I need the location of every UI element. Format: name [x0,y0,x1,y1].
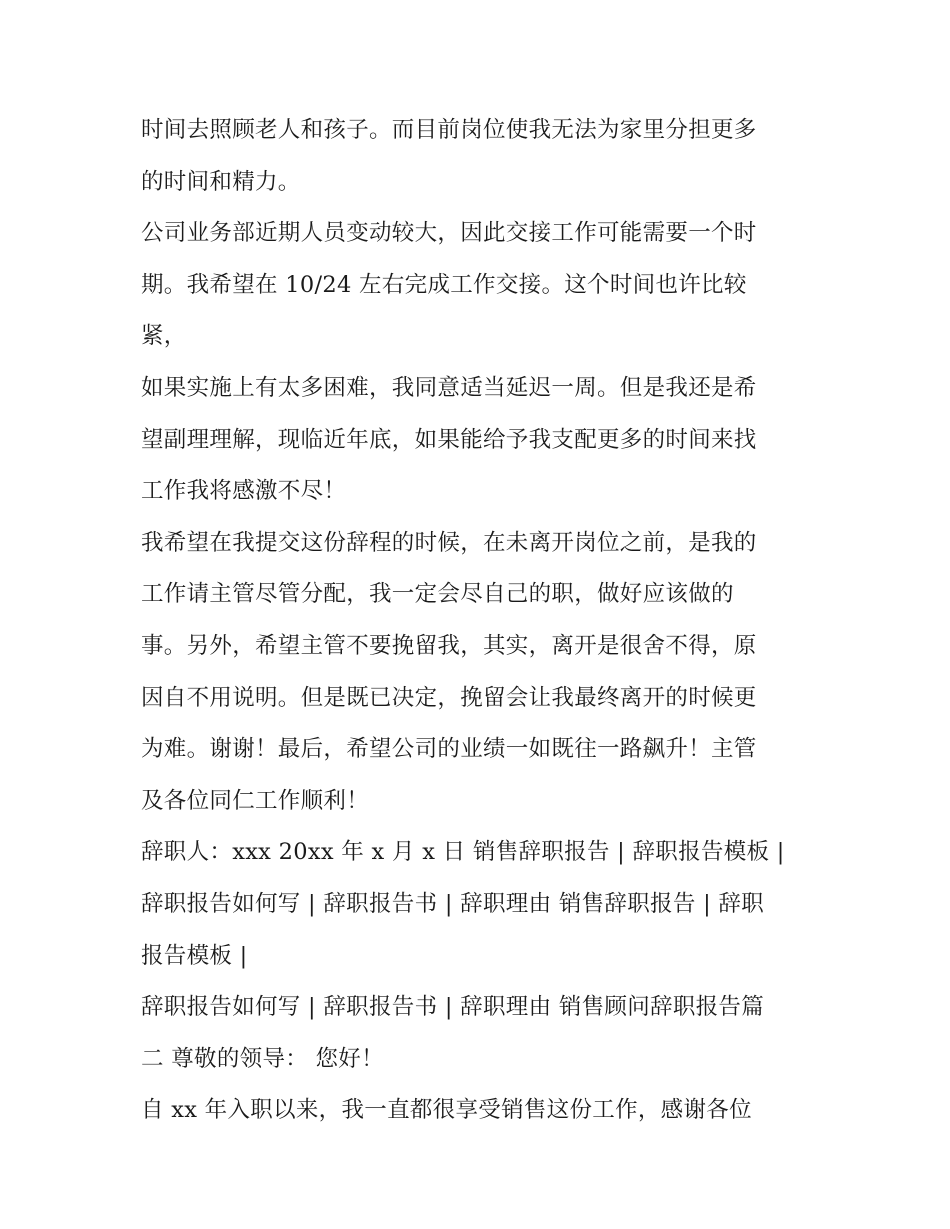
text-line: 望副理理解，现临近年底，如果能给予我支配更多的时间来找 [141,426,757,453]
text-line: 为难。谢谢！最后，希望公司的业绩一如既往一路飙升！主管 [141,736,757,763]
text-line: 公司业务部近期人员变动较大，因此交接工作可能需要一个时 [141,220,757,247]
text-line: 因自不用说明。但是既已决定，挽留会让我最终离开的时候更 [141,684,757,711]
text-line: 自 xx 年入职以来，我一直都很享受销售这份工作，感谢各位 [141,1097,752,1124]
text-line: 工作请主管尽管分配，我一定会尽自己的职，做好应该做的 [141,581,734,608]
text-line: 辞职报告如何写 | 辞职报告书 | 辞职理由 销售顾问辞职报告篇 [141,994,765,1021]
text-line: 如果实施上有太多困难，我同意适当延迟一周。但是我还是希 [141,374,757,401]
text-line: 工作我将感激不尽！ [141,478,347,505]
text-line: 辞职人：xxx 20xx 年 x 月 x 日 销售辞职报告 | 辞职报告模板 | [141,839,785,866]
text-line: 事。另外，希望主管不要挽留我，其实，离开是很舍不得，原 [141,632,757,659]
document-body [141,105,821,1137]
text-line: 我希望在我提交这份辞程的时候，在未离开岗位之前，是我的 [141,529,757,556]
text-line: 辞职报告如何写 | 辞职报告书 | 辞职理由 销售辞职报告 | 辞职 [141,890,765,917]
text-line: 的时间和精力。 [141,168,301,195]
text-line: 时间去照顾老人和孩子。而目前岗位使我无法为家里分担更多 [141,117,757,143]
text-line: 紧， [141,323,187,350]
text-line: 及各位同仁工作顺利！ [141,787,370,814]
text-line: 二 尊敬的领导： 您好！ [141,1045,384,1072]
text-line: 报告模板 | [141,942,248,969]
text-line: 期。我希望在 10/24 左右完成工作交接。这个时间也许比较 [141,271,747,298]
